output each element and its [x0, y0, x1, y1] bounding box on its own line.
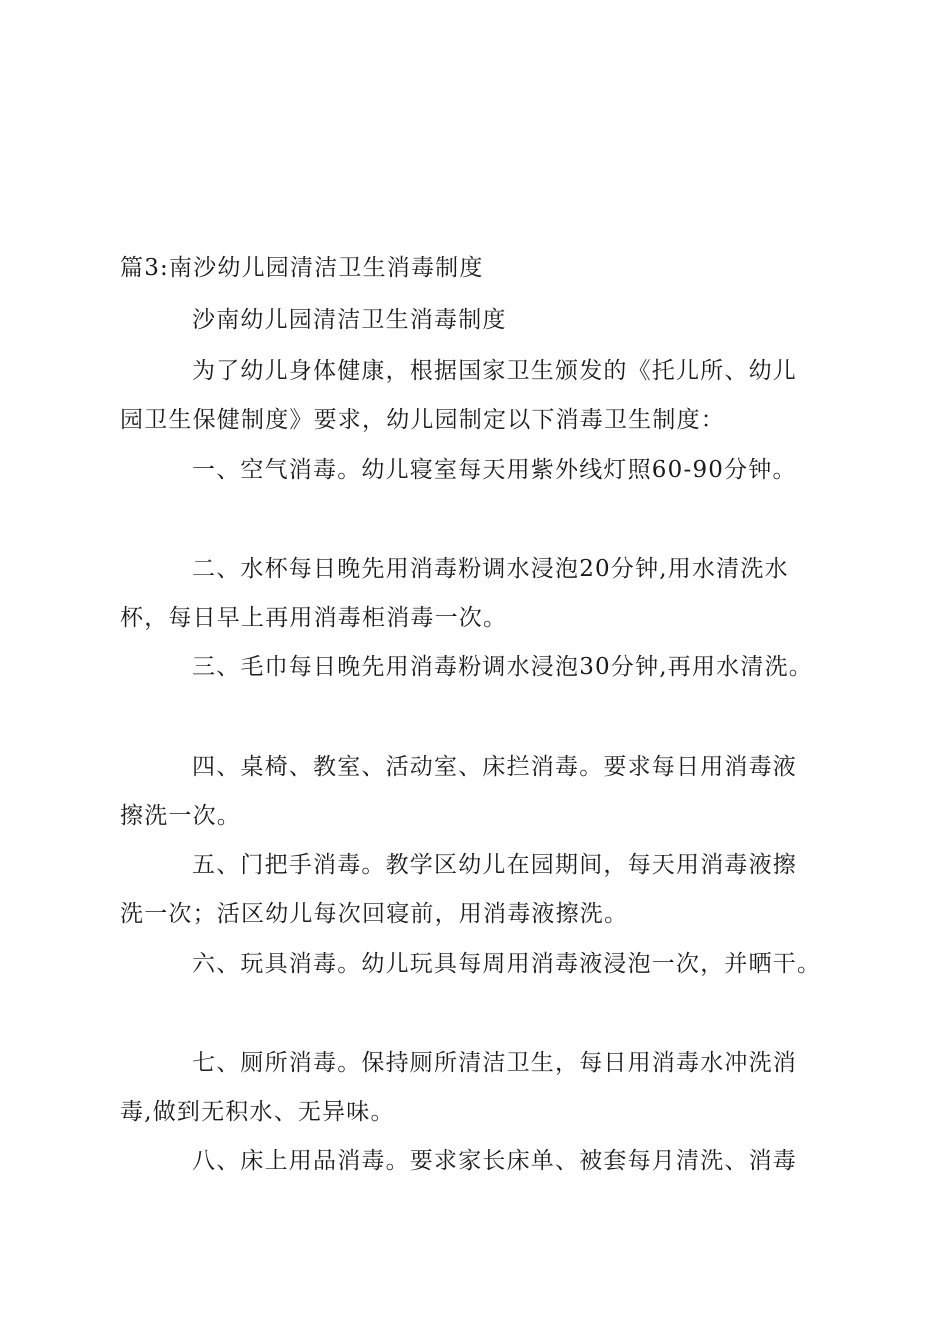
item-7-toilets-line1: 七、厕所消毒。保持厕所清洁卫生，每日用消毒水冲洗消 [192, 1050, 797, 1076]
item-6-toys: 六、玩具消毒。幼儿玩具每周用消毒液浸泡一次，并晒干。 [192, 951, 822, 977]
item-2-cups-line1: 二、水杯每日晚先用消毒粉调水浸泡20分钟,用水清洗水 [192, 556, 789, 582]
item-7-toilets-line2: 毒,做到无积水、无异味。 [120, 1099, 395, 1125]
item-2-cups-line2: 杯，每日早上再用消毒柜消毒一次。 [120, 605, 508, 631]
item-4-furniture-line2: 擦洗一次。 [120, 803, 241, 829]
intro-paragraph-line2: 园卫生保健制度》要求，幼儿园制定以下消毒卫生制度： [120, 407, 725, 433]
item-1-air-disinfection: 一、空气消毒。幼儿寝室每天用紫外线灯照60-90分钟。 [192, 457, 797, 483]
item-5-door-handles-line1: 五、门把手消毒。教学区幼儿在园期间，每天用消毒液擦 [192, 852, 797, 878]
item-3-towels: 三、毛巾每日晚先用消毒粉调水浸泡30分钟,再用水清洗。 [192, 654, 813, 680]
document-title: 沙南幼儿园清洁卫生消毒制度 [192, 307, 507, 333]
intro-paragraph-line1: 为了幼儿身体健康，根据国家卫生颁发的《托儿所、幼儿 [192, 358, 797, 384]
item-4-furniture-line1: 四、桌椅、教室、活动室、床拦消毒。要求每日用消毒液 [192, 754, 797, 780]
item-5-door-handles-line2: 洗一次；活区幼儿每次回寝前，用消毒液擦洗。 [120, 901, 629, 927]
section-heading: 篇3:南沙幼儿园清洁卫生消毒制度 [120, 255, 484, 281]
item-8-bedding: 八、床上用品消毒。要求家长床单、被套每月清洗、消毒 [192, 1148, 797, 1174]
